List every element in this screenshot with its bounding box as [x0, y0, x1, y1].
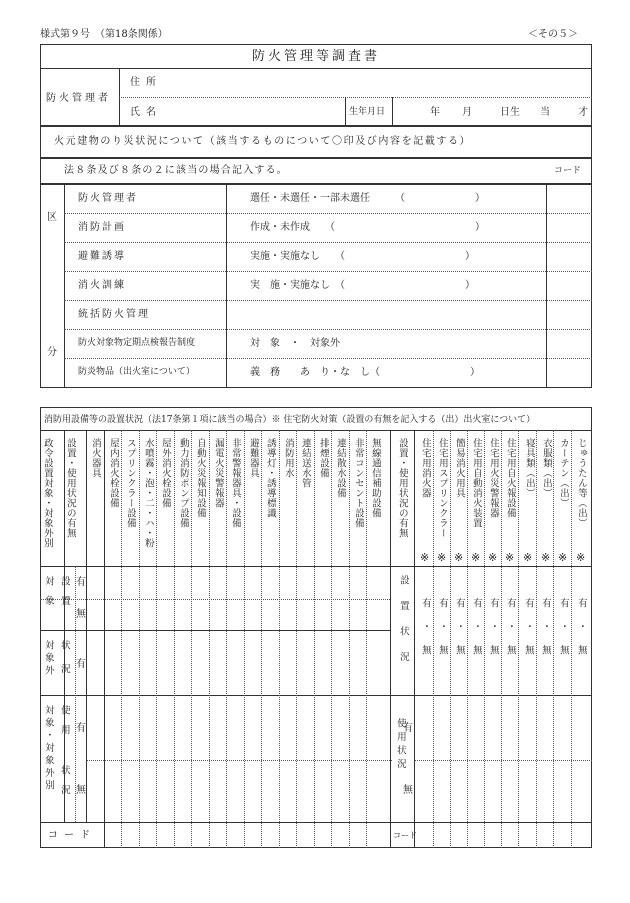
- col-header: スプリンクラー設備: [124, 438, 136, 528]
- yes-no-marker: 有・無: [487, 598, 499, 669]
- divider: [553, 430, 554, 848]
- right-col-header: 衣服類（出）: [540, 438, 552, 498]
- right-col-header: 住宅用自火報設備: [504, 438, 516, 518]
- divider: [390, 430, 391, 848]
- page-indicator: ＜その５＞: [528, 29, 578, 40]
- name-label: 氏名: [130, 107, 162, 118]
- divider: [484, 430, 485, 848]
- yes-no-marker: 有・無: [419, 598, 431, 669]
- asterisk-mark: ※: [437, 551, 447, 564]
- divider: [414, 760, 592, 761]
- divider: [209, 430, 210, 848]
- right-row-label-installed-status: 設置状況: [397, 575, 409, 677]
- asterisk-mark: ※: [523, 551, 533, 564]
- divider: [392, 97, 393, 126]
- divider: [261, 430, 262, 848]
- right-col-header: 住宅用スプリンクラー: [436, 438, 448, 538]
- divider: [571, 430, 572, 848]
- col-header: 動力消防ポンプ設備: [177, 438, 189, 528]
- divider: [64, 430, 65, 822]
- yes-no-marker: 有・無: [453, 598, 465, 669]
- row-item: 防火対象物定期点検報告制度: [78, 338, 196, 348]
- row-options: 実 施・実施なし （ ）: [250, 280, 475, 291]
- row-options: 義 務 あ り・な し（ ）: [250, 367, 480, 378]
- divider: [64, 271, 592, 272]
- row-item: 防炎物品（出火室について）: [78, 367, 195, 377]
- divider: [64, 213, 592, 214]
- col-header: 誘導灯・誘導標識: [264, 438, 276, 518]
- divider: [64, 242, 592, 243]
- divider: [279, 430, 280, 848]
- row-item: 消防計画: [78, 222, 126, 233]
- row-label-status: 状況: [58, 765, 70, 804]
- row-label-no: 無: [76, 785, 86, 796]
- row-item: 消火訓練: [78, 280, 126, 291]
- divider: [366, 430, 367, 848]
- divider: [64, 329, 592, 330]
- right-col-header: 住宅用自動消火装置: [470, 438, 482, 528]
- right-col-header: 設置・使用状況の有無: [396, 438, 408, 538]
- col-header: 非常警報器具・設備: [229, 438, 241, 528]
- asterisk-mark: ※: [454, 551, 464, 564]
- divider: [450, 430, 451, 848]
- col-header: 消火器具: [89, 438, 101, 478]
- col-header: 漏電火災警報器: [212, 438, 224, 508]
- asterisk-mark: ※: [505, 551, 515, 564]
- law-note: 法８条及び８条の２に該当の場合記入する。: [64, 165, 288, 176]
- asterisk-mark: ※: [471, 551, 481, 564]
- col-header: 無線通信補助設備: [369, 438, 381, 518]
- divider: [40, 822, 592, 823]
- asterisk-mark: ※: [420, 551, 430, 564]
- divider: [40, 566, 592, 567]
- row-label-target: 対象: [42, 576, 54, 615]
- divider: [174, 430, 175, 848]
- divider: [64, 300, 592, 301]
- right-col-header: 簡易消火用具: [453, 438, 465, 498]
- divider: [121, 430, 122, 848]
- birth-day: 日生: [500, 107, 520, 118]
- divider: [64, 358, 592, 359]
- col-header: 連結送水管: [299, 438, 311, 488]
- divider: [433, 430, 434, 848]
- row-options: 実施・実施なし （ ）: [250, 251, 475, 262]
- section-label-bottom: 分: [47, 347, 57, 358]
- address-label: 住所: [130, 77, 162, 88]
- yes-no-marker: 有・無: [539, 598, 551, 669]
- divider: [156, 430, 157, 848]
- divider: [414, 430, 415, 848]
- asterisk-mark: ※: [488, 551, 498, 564]
- row-item: 避難誘導: [78, 251, 126, 262]
- right-col-header: 寝具類（出）: [523, 438, 535, 498]
- form-number: 様式第９号 （第18条関係）: [40, 29, 168, 40]
- divider: [40, 695, 592, 696]
- divider: [86, 760, 392, 761]
- row-options: 作成・未作成 （ ）: [250, 222, 485, 233]
- divider: [86, 430, 87, 822]
- right-col-header: 住宅用消火器: [419, 438, 431, 498]
- asterisk-mark: ※: [541, 551, 551, 564]
- row-label-non-target: 対象外: [42, 640, 54, 678]
- col-header: 排煙設備: [317, 438, 329, 478]
- col-header: 非常コンセント設備: [352, 438, 364, 528]
- yes-no-marker: 有・無: [504, 598, 516, 669]
- divider: [119, 97, 592, 98]
- col-header: 連結散水設備: [334, 438, 346, 498]
- asterisk-mark: ※: [576, 551, 586, 564]
- manager-label: 防火管理者: [46, 93, 111, 104]
- divider: [226, 430, 227, 848]
- divider: [191, 430, 192, 848]
- yes-no-marker: 有・無: [436, 598, 448, 669]
- row-label-no: 無: [76, 609, 86, 620]
- divider: [40, 599, 390, 600]
- yes-no-marker: 有・無: [557, 598, 569, 669]
- divider: [314, 430, 315, 848]
- divider: [501, 430, 502, 848]
- col-header: 避難器具: [247, 438, 259, 478]
- code-label-left: コード: [48, 830, 96, 841]
- col-header: 屋内消火栓設備: [107, 438, 119, 508]
- row-label-use: 使用: [58, 705, 70, 744]
- right-row-label-no: 無: [403, 785, 413, 796]
- divider: [331, 430, 332, 848]
- divider: [536, 430, 537, 848]
- row-options: 選任・未選任・一部未選任 （ ）: [250, 193, 485, 204]
- row-item: 統括防火管理: [78, 309, 150, 320]
- page-title: 防火管理等調査書: [252, 49, 381, 64]
- yes-no-marker: 有・無: [575, 598, 587, 669]
- col-header: 水噴霧・泡・二・ハ・粉: [142, 438, 154, 548]
- row-options: 対 象 ・ 対象外: [250, 338, 340, 349]
- row-label-status: 状況: [58, 640, 70, 687]
- divider: [104, 430, 105, 848]
- divider: [518, 430, 519, 848]
- equipment-header: 消防用設備等の設置状況（法17条第１項に該当の場合）※ 住宅防火対策（設置の有無を記入する（出）出火室について）: [44, 415, 536, 425]
- row-label-installed: 設置: [58, 576, 70, 615]
- right-col-header: カーテン（出）: [557, 438, 569, 508]
- asterisk-mark: ※: [558, 551, 568, 564]
- divider: [40, 430, 592, 431]
- age-unit: 才: [578, 107, 588, 118]
- col-header: 設置・使用状況の有無: [64, 438, 76, 538]
- divider: [467, 430, 468, 848]
- instruction-text: 火元建物のり災状況について（該当するものについて〇印及び内容を記載する）: [54, 136, 472, 147]
- row-label-target-or-non: 対象・対象外別: [42, 705, 54, 793]
- birth-label: 生年月日: [349, 107, 386, 117]
- row-label-yes: 有: [76, 659, 86, 670]
- divider: [40, 630, 390, 631]
- divider: [139, 430, 140, 848]
- yes-no-marker: 有・無: [470, 598, 482, 669]
- col-header: 屋外消火栓設備: [159, 438, 171, 508]
- row-item: 防火管理者: [78, 193, 138, 204]
- right-col-header: じゅうたん等（出）: [575, 438, 587, 528]
- right-col-header: 住宅用火災警報器: [487, 438, 499, 518]
- divider: [40, 68, 592, 69]
- divider: [349, 430, 350, 848]
- right-row-label-use-status: 使用状況: [394, 718, 406, 772]
- divider: [75, 566, 76, 822]
- right-row-label-yes: 有: [403, 723, 413, 734]
- divider: [296, 430, 297, 848]
- yes-no-marker: 有・無: [522, 598, 534, 669]
- code-label-right: コード: [393, 831, 417, 840]
- col-header: 消防用水: [282, 438, 294, 478]
- divider: [345, 97, 346, 126]
- col-header: 政令設置対象・対象外別: [41, 438, 53, 548]
- row-label-yes: 有: [76, 577, 86, 588]
- divider: [244, 430, 245, 848]
- code-label: コード: [554, 166, 582, 176]
- age-equals: 当: [540, 107, 550, 118]
- row-label-yes: 有: [76, 723, 86, 734]
- col-header: 自動火災報知設備: [194, 438, 206, 518]
- section-label-top: 区: [47, 212, 57, 223]
- birth-year: 年: [430, 107, 440, 118]
- birth-month: 月: [462, 107, 472, 118]
